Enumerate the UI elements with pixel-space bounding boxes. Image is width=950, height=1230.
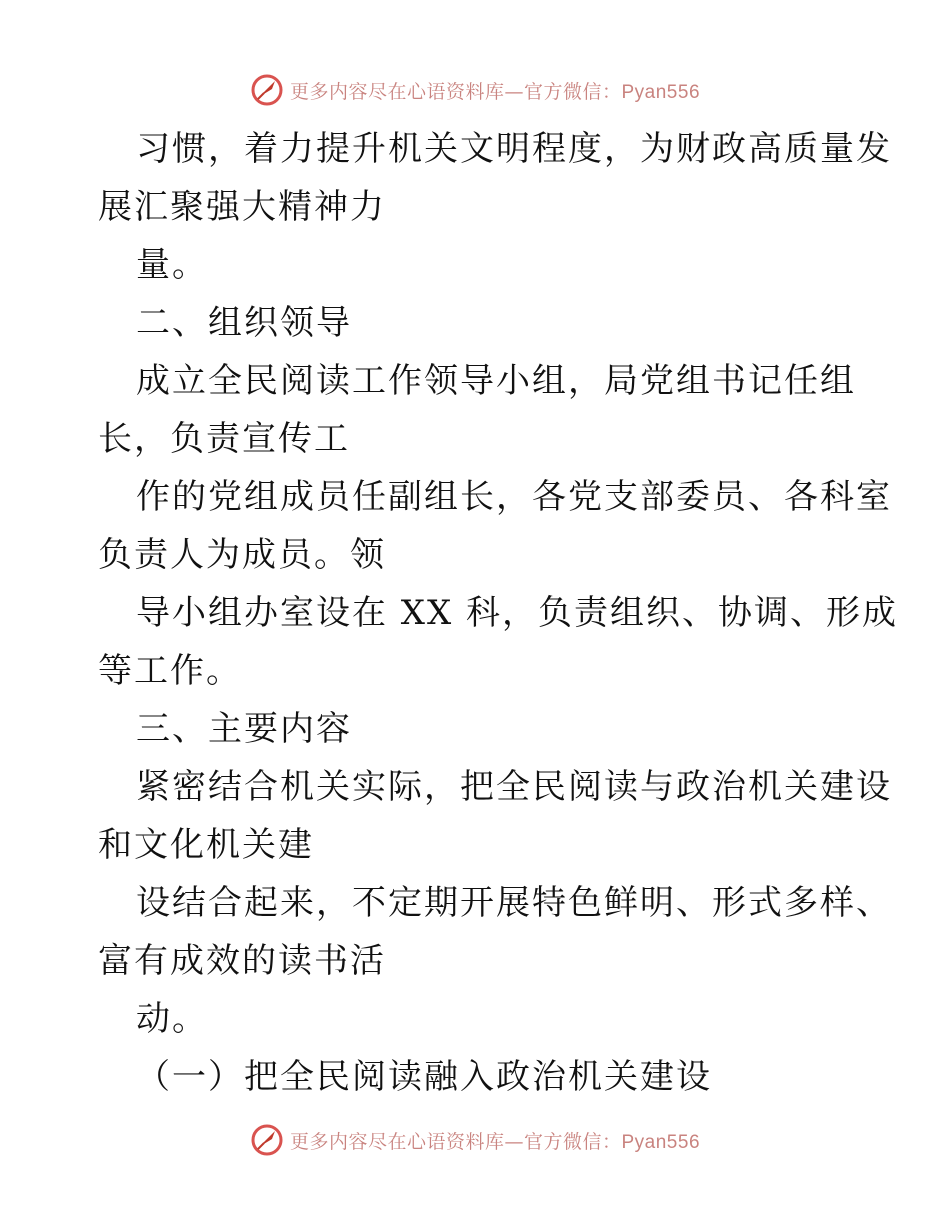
section-heading: 二、组织领导: [136, 303, 352, 343]
text-line: 动。: [136, 999, 208, 1039]
quill-logo-icon: [250, 73, 284, 107]
section-heading: 三、主要内容: [136, 709, 352, 749]
text-line: 设结合起来，不定期开展特色鲜明、形式多样、: [136, 883, 892, 923]
text-line: 习惯，着力提升机关文明程度，为财政高质量发: [136, 129, 892, 169]
text-line: 负责人为成员。领: [98, 535, 386, 575]
header-watermark: [0, 70, 950, 110]
quill-logo-icon: [250, 1123, 284, 1157]
watermark-text: 更多内容尽在心语资料库—官方微信：Pyan556: [289, 1130, 701, 1153]
text-line: 长，负责宣传工: [98, 419, 350, 459]
text-line: 展汇聚强大精神力: [98, 187, 386, 227]
text-line: 量。: [136, 245, 208, 285]
subsection-heading: （一）把全民阅读融入政治机关建设: [136, 1057, 712, 1097]
text-line: 和文化机关建: [98, 825, 314, 865]
text-line: 作的党组成员任副组长，各党支部委员、各科室: [136, 477, 892, 517]
text-line: 等工作。: [98, 651, 242, 691]
text-line: 导小组办室设在 XX 科，负责组织、协调、形成: [136, 593, 899, 633]
text-line: 成立全民阅读工作领导小组，局党组书记任组: [136, 361, 856, 401]
watermark-text: 更多内容尽在心语资料库—官方微信：Pyan556: [289, 80, 701, 103]
text-line: 富有成效的读书活: [98, 941, 386, 981]
footer-watermark: [0, 1120, 950, 1160]
text-line: 紧密结合机关实际，把全民阅读与政治机关建设: [136, 767, 892, 807]
